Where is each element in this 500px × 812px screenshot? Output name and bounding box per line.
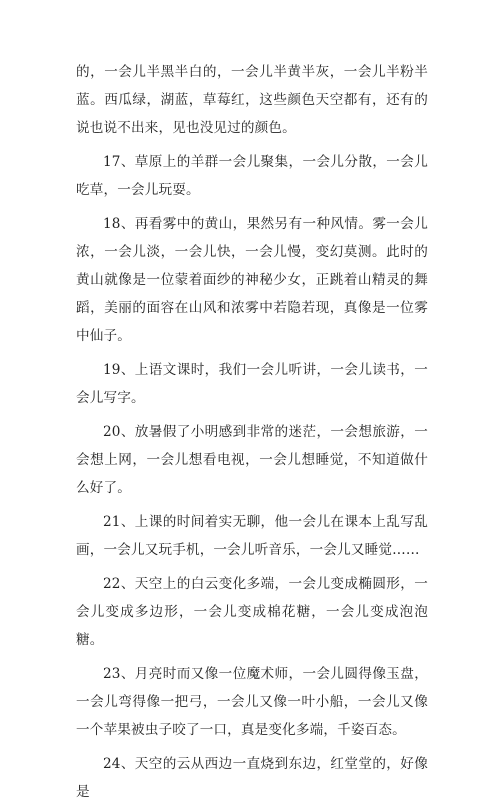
paragraph-20: 20、放暑假了小明感到非常的迷茫，一会想旅游，一会想上网，一会儿想看电视，一会儿想睡觉，不知道做什么好了。 bbox=[76, 424, 428, 496]
paragraph-18: 18、再看雾中的黄山，果然另有一种风情。雾一会儿浓，一会儿淡，一会儿快，一会儿慢，变幻莫测。此时的黄山就像是一位蒙着面纱的神秘少女，正跳着山精灵的舞蹈，美丽的面容在山风和浓雾中若隐若现，真像是一位雾中仙子。 bbox=[76, 216, 428, 344]
paragraph-19: 19、上语文课时，我们一会儿听讲，一会儿读书，一会儿写字。 bbox=[76, 362, 428, 406]
paragraph-continued: 的，一会儿半黑半白的，一会儿半黄半灰，一会儿半粉半蓝。西瓜绿，湖蓝，草莓红，这些颜色天空都有，还有的说也说不出来，见也没见过的颜色。 bbox=[76, 64, 428, 136]
paragraph-23: 23、月亮时而又像一位魔术师，一会儿圆得像玉盘，一会儿弯得像一把弓，一会儿又像一叶小船，一会儿又像一个苹果被虫子咬了一口，真是变化多端，千姿百态。 bbox=[76, 666, 428, 738]
paragraph-22: 22、天空上的白云变化多端，一会儿变成椭圆形，一会儿变成多边形，一会儿变成棉花糖，一会儿变成泡泡糖。 bbox=[76, 576, 428, 648]
document-body bbox=[76, 58, 428, 812]
paragraph-24: 24、天空的云从西边一直烧到东边，红堂堂的，好像是 bbox=[76, 756, 428, 800]
paragraph-21: 21、上课的时间着实无聊，他一会儿在课本上乱写乱画，一会儿又玩手机，一会儿听音乐，一会儿又睡觉…… bbox=[76, 514, 428, 558]
paragraph-17: 17、草原上的羊群一会儿聚集，一会儿分散，一会儿吃草，一会儿玩耍。 bbox=[76, 154, 428, 198]
